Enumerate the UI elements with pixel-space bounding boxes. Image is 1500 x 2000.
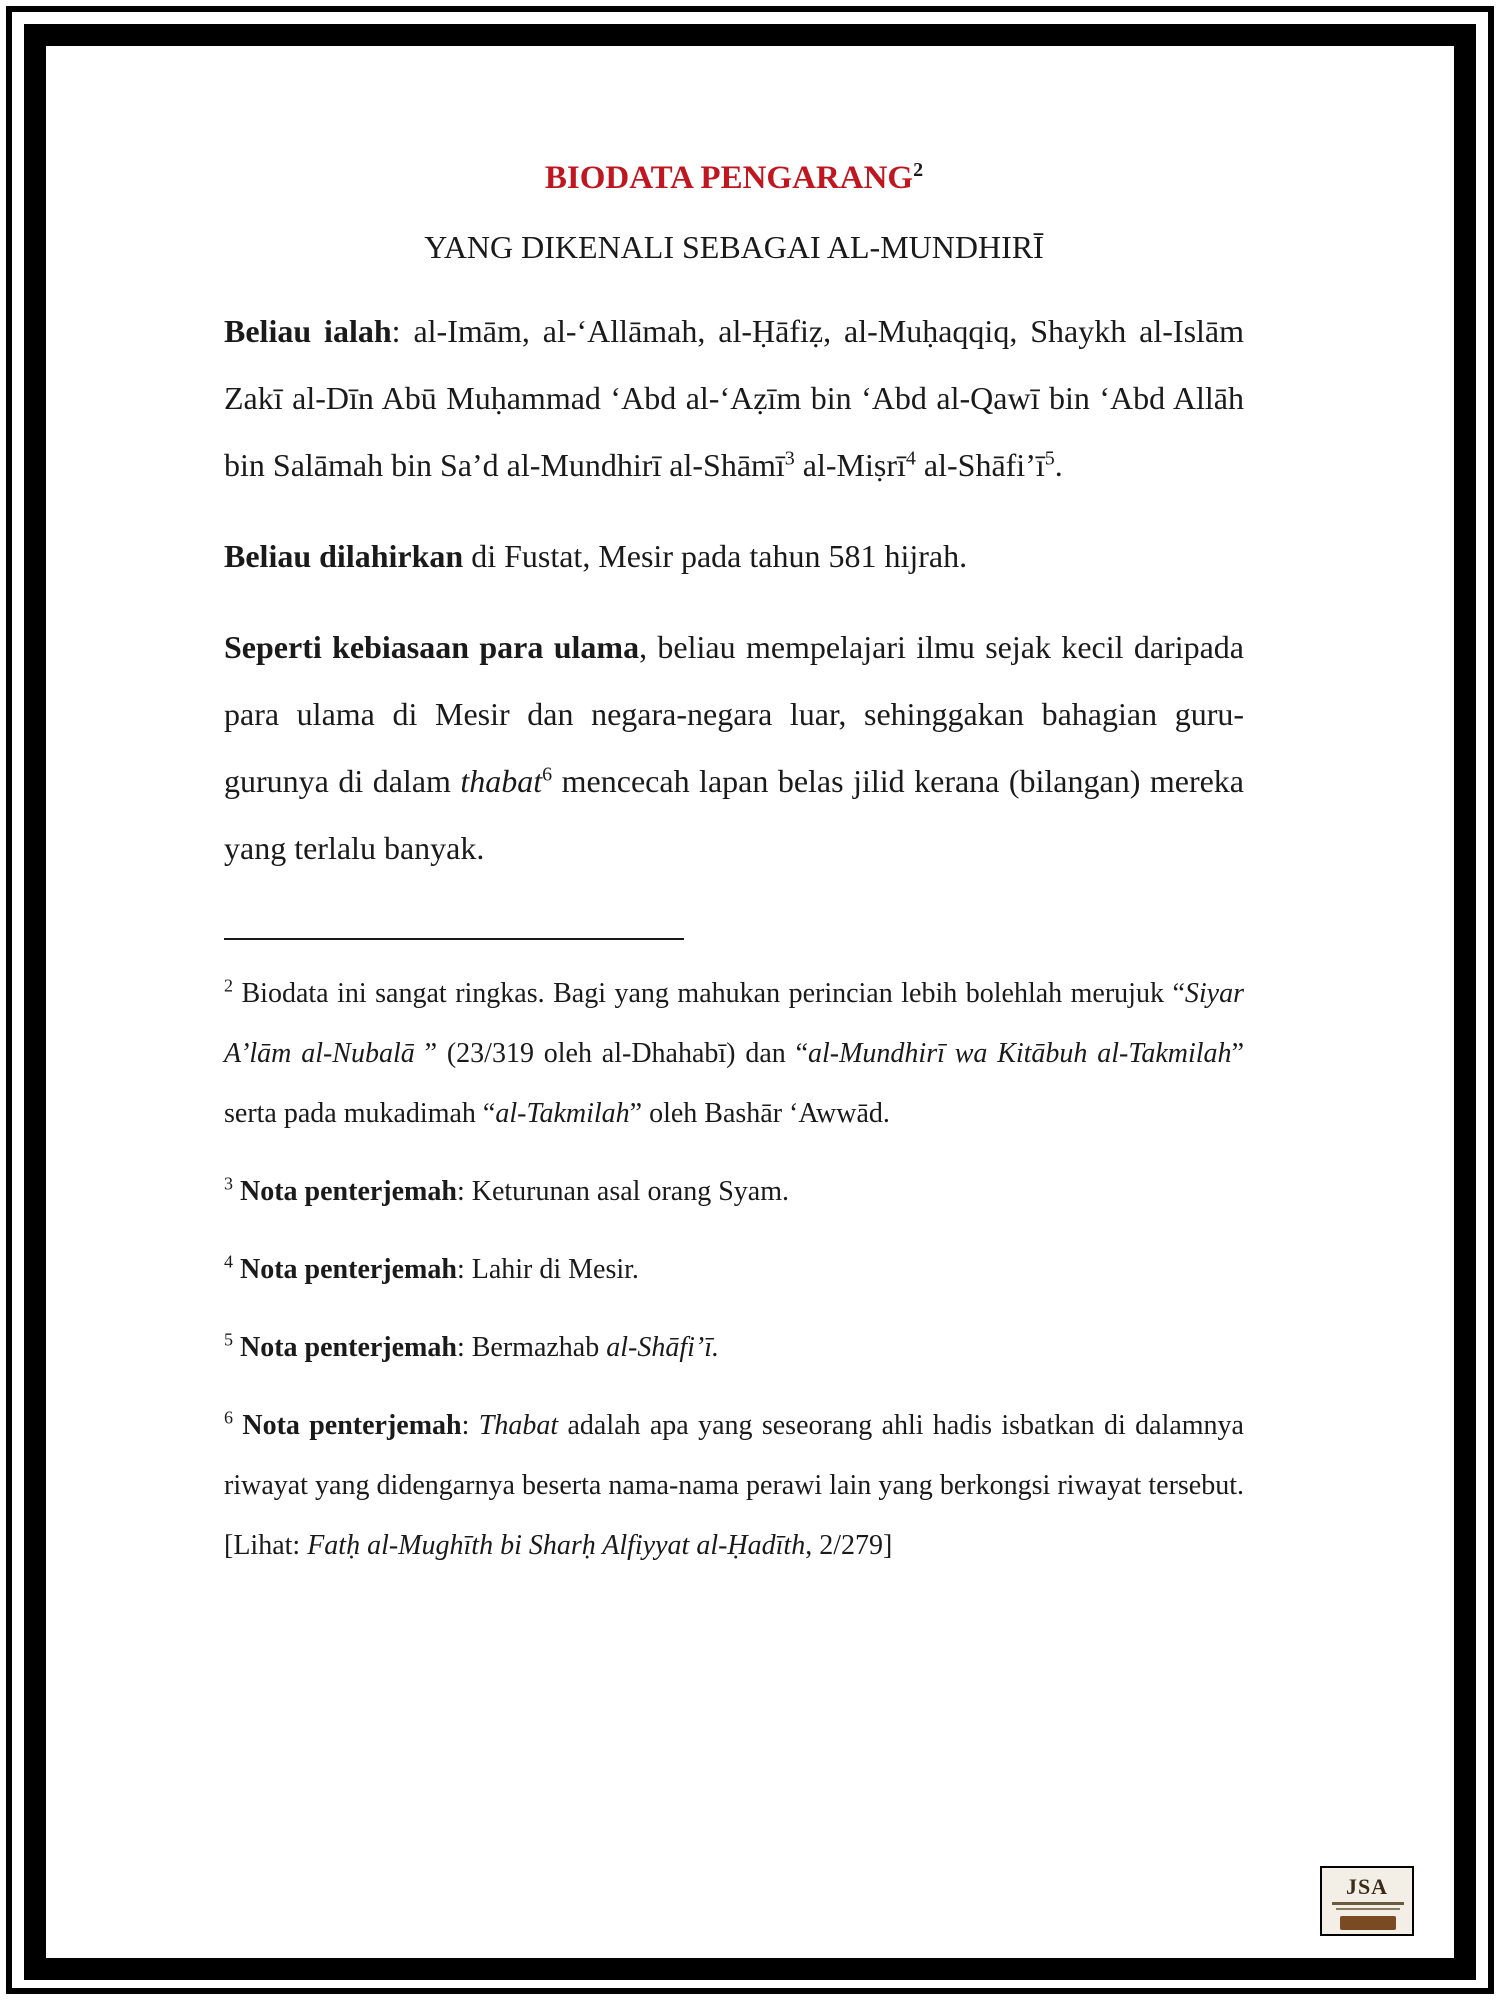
laptop-icon bbox=[1340, 1916, 1396, 1930]
page-title bbox=[224, 160, 1244, 197]
footnote-number: 4 bbox=[224, 1251, 233, 1272]
paragraph-identity: Beliau ialah: al-Imām, al-‘Allāmah, al-Ḥāfiẓ, al-Muḥaqqiq, Shaykh al-Islām Zakī al-Dīn Abū Muḥammad ‘Abd al-‘Aẓīm bin ‘Abd al-Qawī bin ‘Abd Allāh bin Salāmah bin Sa’d al-Mundhirī al-Shāmī$^3$ al-Miṣrī$^4$ $al-Shāfi’ī^5$. bbox=[224, 313, 1245, 483]
logo-text: JSA bbox=[1345, 1874, 1389, 1899]
paragraph-birth: Beliau dilahirkan di Fustat, Mesir pada tahun 581 hijrah. bbox=[224, 538, 968, 574]
footnote-4: $^4$ Nota penterjemah: Lahir di Mesir. bbox=[224, 1251, 639, 1285]
logo-underline-2 bbox=[1336, 1908, 1400, 1910]
footnote-ref-5[interactable]: 5 bbox=[1044, 447, 1055, 470]
term-thabat: thabat bbox=[460, 763, 543, 799]
footnote-3: $^3$ Nota penterjemah: Keturunan asal orang Syam. bbox=[224, 1173, 789, 1207]
paragraph-lead: Seperti kebiasaan para ulama bbox=[224, 629, 640, 665]
footnote-2: $^2$ Biodata ini sangat ringkas. Bagi yang mahukan perincian lebih bolehlah merujuk “Siyar A’lām al-Nubalā ” (23/319 oleh al-Dhahabī) dan “al-Mundhirī wa Kitābuh al-Takmilah” serta pada mukadimah “al-Takmilah” oleh Bashār ‘Awwād. bbox=[224, 975, 1244, 1129]
paragraph-education: Seperti kebiasaan para ulama, beliau mempelajari ilmu sejak kecil daripada para ulama di Mesir dan negara-negara luar, sehinggakan bahagian guru-gurunya di dalam thabat$^6$ mencecah lapan belas jilid kerana (bilangan) mereka yang terlalu banyak. bbox=[224, 629, 1244, 866]
jsa-logo bbox=[1320, 1866, 1414, 1936]
footnote-ref-2[interactable]: 2 bbox=[913, 159, 924, 181]
logo-underline bbox=[1332, 1902, 1404, 1905]
footnote-ref-6[interactable]: 6 bbox=[542, 763, 553, 786]
footnote-ref-3[interactable]: 3 bbox=[784, 447, 795, 470]
footnote-5: $^5$ Nota penterjemah: Bermazhab al-Shāfi’ī. bbox=[224, 1329, 719, 1363]
footnote-number: 3 bbox=[224, 1173, 233, 1194]
footnote-ref-4[interactable]: 4 bbox=[905, 447, 916, 470]
footnote-6: $^6$ Nota penterjemah: Thabat adalah apa yang seseorang ahli hadis isbatkan di dalamnya riwayat yang didengarnya beserta nama-nama perawi lain yang berkongsi riwayat tersebut. [Lihat: Fatḥ al-Mughīth bi Sharḥ Alfiyyat al-Ḥadīth, 2/279] bbox=[224, 1407, 1244, 1561]
footnote-number: 2 bbox=[224, 975, 233, 996]
page-subtitle: YANG DIKENALI SEBAGAI AL-MUNDHIRĪ bbox=[424, 229, 1044, 265]
footnote-number: 5 bbox=[224, 1329, 233, 1350]
document-page bbox=[224, 160, 1244, 1594]
footnote-number: 6 bbox=[224, 1407, 233, 1428]
paragraph-lead: Beliau ialah bbox=[224, 313, 392, 349]
title-text: BIODATA PENGARANG bbox=[544, 160, 914, 196]
paragraph-lead: Beliau dilahirkan bbox=[224, 538, 464, 574]
footnote-divider bbox=[224, 938, 684, 940]
